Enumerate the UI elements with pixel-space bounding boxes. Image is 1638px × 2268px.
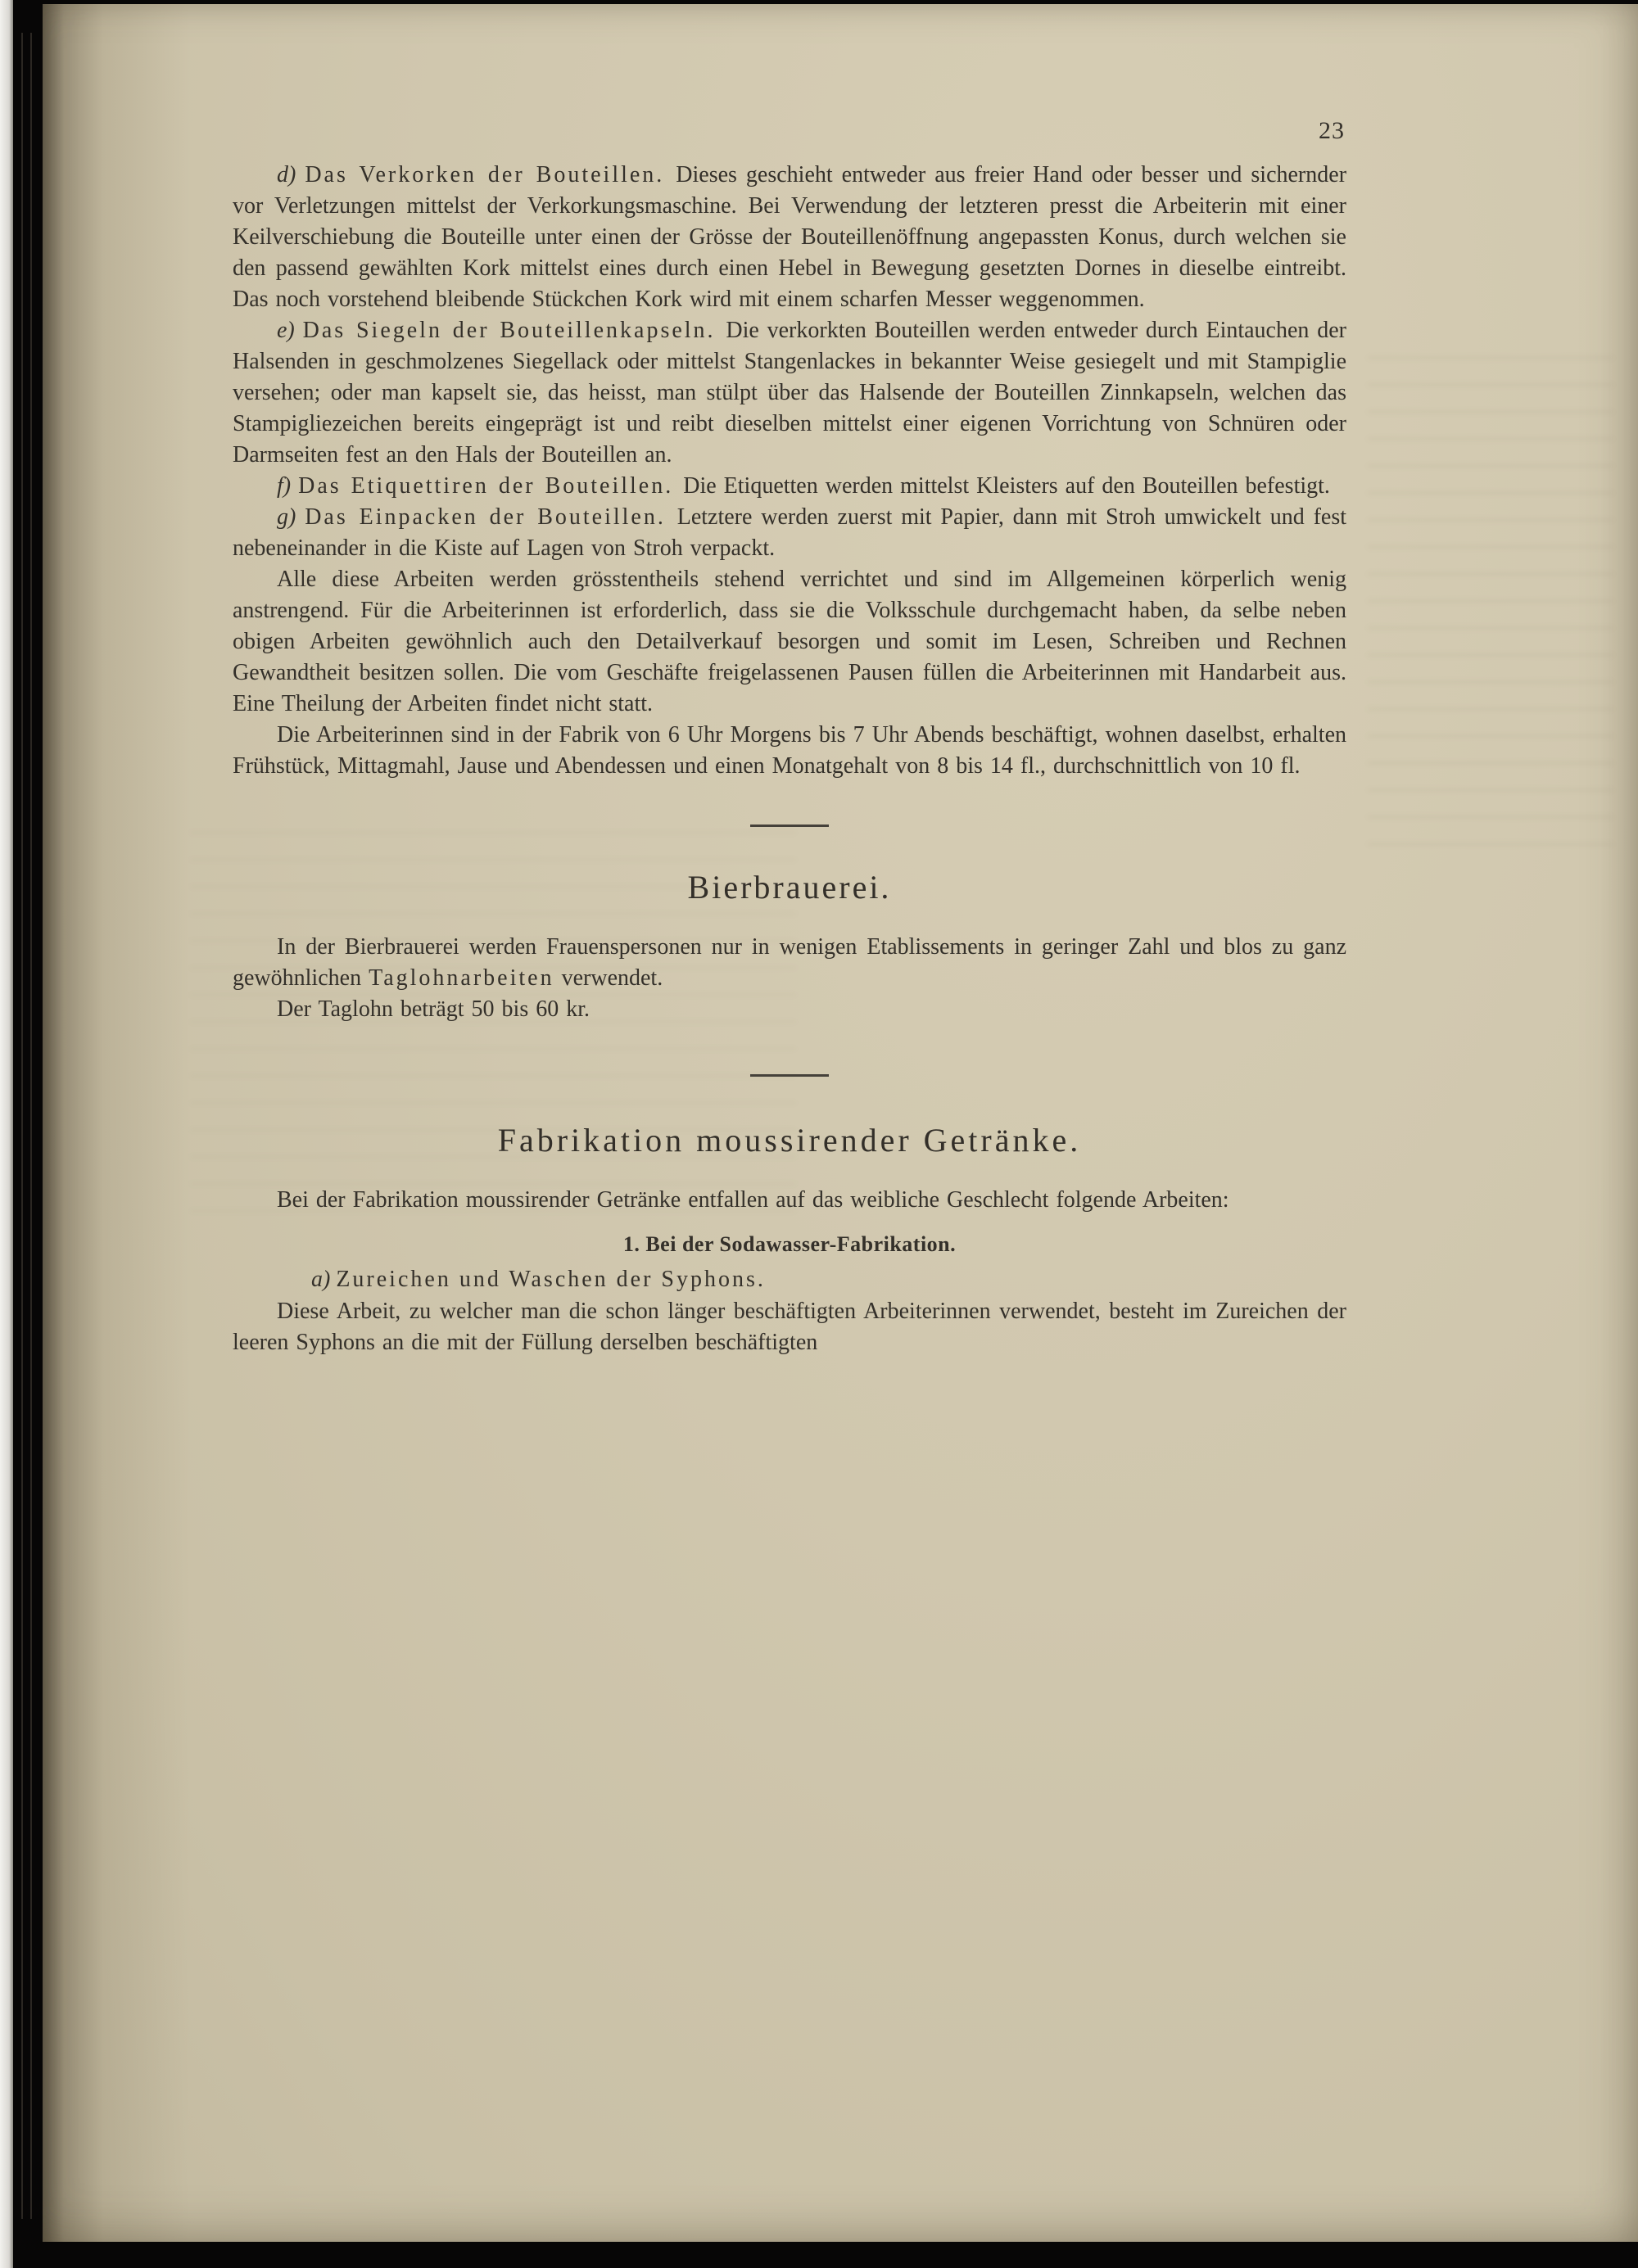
item-label: f) — [277, 473, 299, 499]
paragraph-einpacken — [233, 502, 1346, 564]
paragraph-siegeln — [233, 315, 1346, 471]
item-label: g) — [277, 504, 305, 530]
showthrough-texture — [1368, 356, 1613, 847]
item-body: Diese Arbeit, zu welcher man die schon länger beschäftigten Arbeiterinnen verwendet, besteht im Zureichen der leeren Syphons an die mit der Füllung derselben beschäftigten — [233, 1299, 1346, 1355]
item-body: verwendet. — [554, 965, 663, 991]
section-divider — [750, 1074, 829, 1077]
page-stack-line — [30, 33, 32, 2219]
item-body: Alle diese Arbeiten werden grösstentheils stehend verrichtet und sind im Allgemeinen körperlich wenig anstrengend. Für die Arbeiterinnen ist erforderlich, dass sie die Volksschule durchgemacht haben, da selbe neben obigen Arbeiten gewöhnlich auch den Detailverkauf besorgen und somit im Lesen, Schreiben und Rechnen Gewandtheit besitzen sollen. Die vom Geschäfte freigelassenen Pausen füllen die Arbeiterinnen mit Handarbeit aus. Eine Theilung der Arbeiten findet nicht statt. — [233, 567, 1346, 716]
item-label: a) — [311, 1267, 337, 1292]
spaced-term: Taglohnarbeiten — [369, 965, 554, 991]
section-divider — [750, 825, 829, 827]
item-label: e) — [277, 318, 303, 343]
text-column — [233, 4, 1346, 1358]
item-body: Die Etiquetten werden mittelst Kleisters auf den Bouteillen befestigt. — [683, 473, 1330, 499]
book-edge-strip — [0, 0, 13, 2268]
paragraph-syphons — [233, 1296, 1346, 1358]
item-title: Das Siegeln der Bouteillenkapseln. — [302, 318, 726, 343]
item-body: Der Taglohn beträgt 50 bis 60 kr. — [277, 996, 590, 1022]
item-body: Die verkorkten Bouteillen werden entweder durch Eintauchen der Halsenden in geschmolzenes Siegellack oder mittelst Stangenlackes in bekannter Weise gesiegelt und mit Stampiglie versehen; oder man kapselt sie, das heisst, man stülpt über das Halsende der Bouteillen Zinnkapseln, welchen das Stampigliezeichen bereits eingeprägt ist und reibt dieselben mittelst einer eigenen Vorrichtung von Schnüren oder Darmseiten fest an den Hals der Bouteillen an. — [233, 318, 1346, 468]
paragraph-verkorken — [233, 160, 1346, 315]
item-title: Das Etiquettiren der Bouteillen. — [298, 473, 684, 499]
item-title: Das Einpacken der Bouteillen. — [305, 504, 677, 530]
list-item-a — [311, 1263, 1346, 1296]
paragraph-arbeitszeit — [233, 720, 1346, 782]
item-title: Das Verkorken der Bouteillen. — [305, 162, 676, 187]
item-body: Dieses geschieht entweder aus freier Hand oder besser und sichernder vor Verletzungen mittelst der Verkorkungsmaschine. Bei Verwendung der letzteren presst die Arbeiterin mit einer Keilverschiebung die Bouteille unter einen der Grösse der Bouteillenöffnung angepassten Konus, durch welchen sie den passend gewählten Kork mittelst eines durch einen Hebel in Bewegung gesetzten Dornes in dieselbe eintreibt. Das noch vorstehend bleibende Stückchen Kork wird mit einem scharfen Messer weggenommen. — [233, 162, 1347, 312]
paragraph-arbeiten-allgemein — [233, 564, 1346, 720]
paragraph-getraenke-intro — [233, 1185, 1346, 1216]
book-page-paper — [43, 4, 1638, 2242]
item-label: d) — [277, 162, 305, 187]
paragraph-taglohn — [233, 994, 1346, 1025]
section-heading-bierbrauerei: Bierbrauerei. — [687, 869, 892, 906]
paragraph-etiquettiren — [233, 471, 1346, 502]
section-heading-getraenke: Fabrikation moussirender Getränke. — [497, 1122, 1082, 1159]
item-body: Letztere werden zuerst mit Papier, dann mit Stroh umwickelt und fest nebeneinander in die Kiste auf Lagen von Stroh verpackt. — [233, 504, 1347, 561]
item-body: Die Arbeiterinnen sind in der Fabrik von 6 Uhr Morgens bis 7 Uhr Abends beschäftigt, wohnen daselbst, erhalten Frühstück, Mittagmahl, Jause und Abendessen und einen Monatgehalt von 8 bis 14 fl., durchschnittlich von 10 fl. — [233, 722, 1346, 779]
page-stack-line — [21, 33, 23, 2219]
page-number: 23 — [1319, 117, 1345, 144]
item-title: Zureichen und Waschen der Syphons. — [336, 1267, 766, 1292]
item-body: In der Bierbrauerei werden Frauenspersonen nur in wenigen Etablissements in geringer Zahl und blos zu ganz gewöhnlichen — [233, 934, 1346, 991]
item-body: Bei der Fabrikation moussirender Getränke entfallen auf das weibliche Geschlecht folgende Arbeiten: — [277, 1187, 1229, 1213]
paragraph-bierbrauerei — [233, 932, 1346, 994]
subheading-sodawasser: 1. Bei der Sodawasser-Fabrikation. — [622, 1232, 957, 1256]
